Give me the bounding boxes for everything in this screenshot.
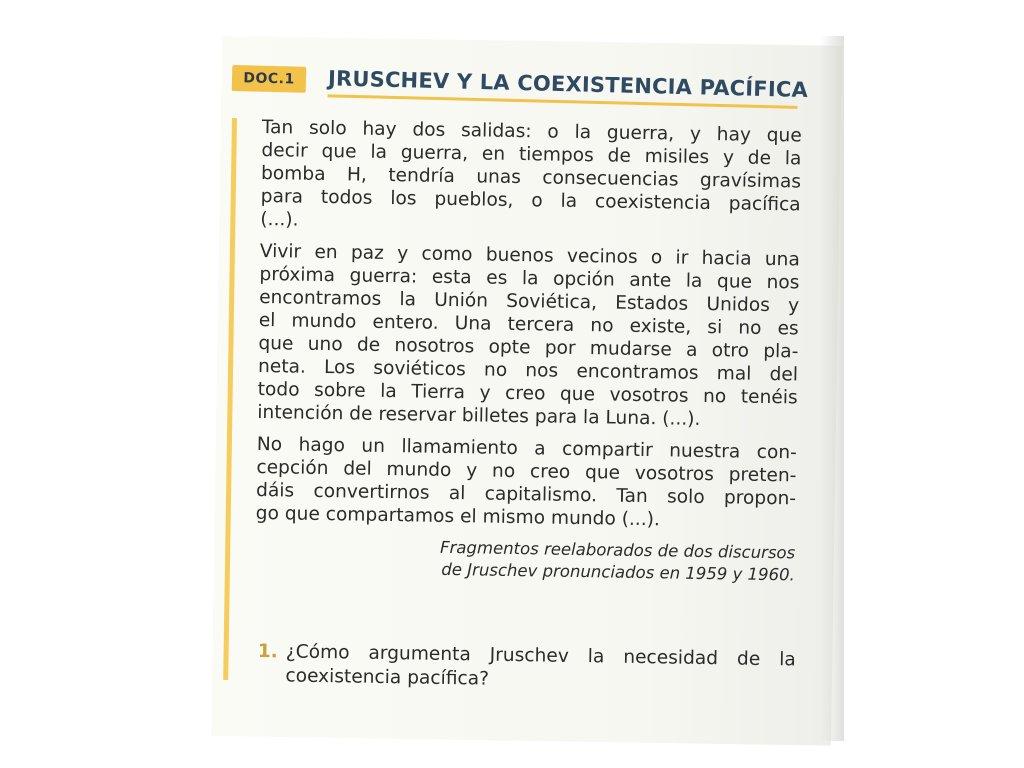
text-line: que uno de nosotros opte por mudarse a otro pla-	[258, 332, 799, 363]
doc-title: JRUSCHEV Y LA COEXISTENCIA PACÍFICA	[327, 66, 809, 103]
text-line: el mundo entero. Una tercera no existe, si no es	[258, 309, 799, 340]
page-edge-shadow	[820, 36, 844, 741]
text-line: Vivir en paz y como buenos vecinos o ir hacia una	[259, 240, 800, 271]
question-line: ¿Cómo argumenta Jruschev la necesidad de la	[285, 641, 796, 671]
text-line: próxima guerra: esta es la opción ante la que nos	[259, 263, 800, 294]
source-citation	[255, 534, 796, 586]
text-line: Tan solo hay dos salidas: o la guerra, y hay que	[261, 116, 802, 147]
text-line: go que compartamos el mismo mundo (...).	[255, 502, 661, 531]
doc-badge: DOC.1	[232, 65, 307, 93]
citation-line: de Jruschev pronunciados en 1959 y 1960.	[441, 559, 796, 585]
text-line: todo sobre la Tierra y creo que vosotros no tenéis	[257, 378, 798, 409]
text-line: para todos los pueblos, o la coexistencia pacífica	[260, 185, 801, 216]
text-line: decir que la guerra, en tiempos de misiles y de la	[261, 139, 802, 170]
question-number: 1.	[257, 640, 278, 663]
question-text	[285, 640, 796, 696]
text-line: encontramos la Unión Soviética, Estados Unidos y	[258, 286, 800, 317]
question-line: coexistencia pacífica?	[285, 665, 490, 690]
paragraph-3	[256, 433, 797, 533]
quote-body	[255, 116, 802, 586]
text-line: (...).	[260, 208, 299, 231]
text-line: No hago un llamamiento a compartir nuestra con-	[256, 433, 797, 464]
text-line: intención de reservar billetes para la Luna. (...).	[257, 401, 701, 430]
question-1	[257, 640, 798, 696]
citation-line: Fragmentos reelaborados de dos discursos	[439, 537, 796, 563]
paragraph-1	[260, 116, 802, 239]
paragraph-2	[257, 240, 800, 432]
text-line: bomba H, tendría unas consecuencias gravísimas	[260, 162, 802, 193]
text-line: dáis convertirnos al capitalismo. Tan solo propon-	[255, 479, 797, 510]
text-line: neta. Los soviéticos no nos encontramos mal del	[257, 355, 799, 386]
text-line: cepción del mundo y no creo que vosotros preten-	[256, 456, 797, 487]
